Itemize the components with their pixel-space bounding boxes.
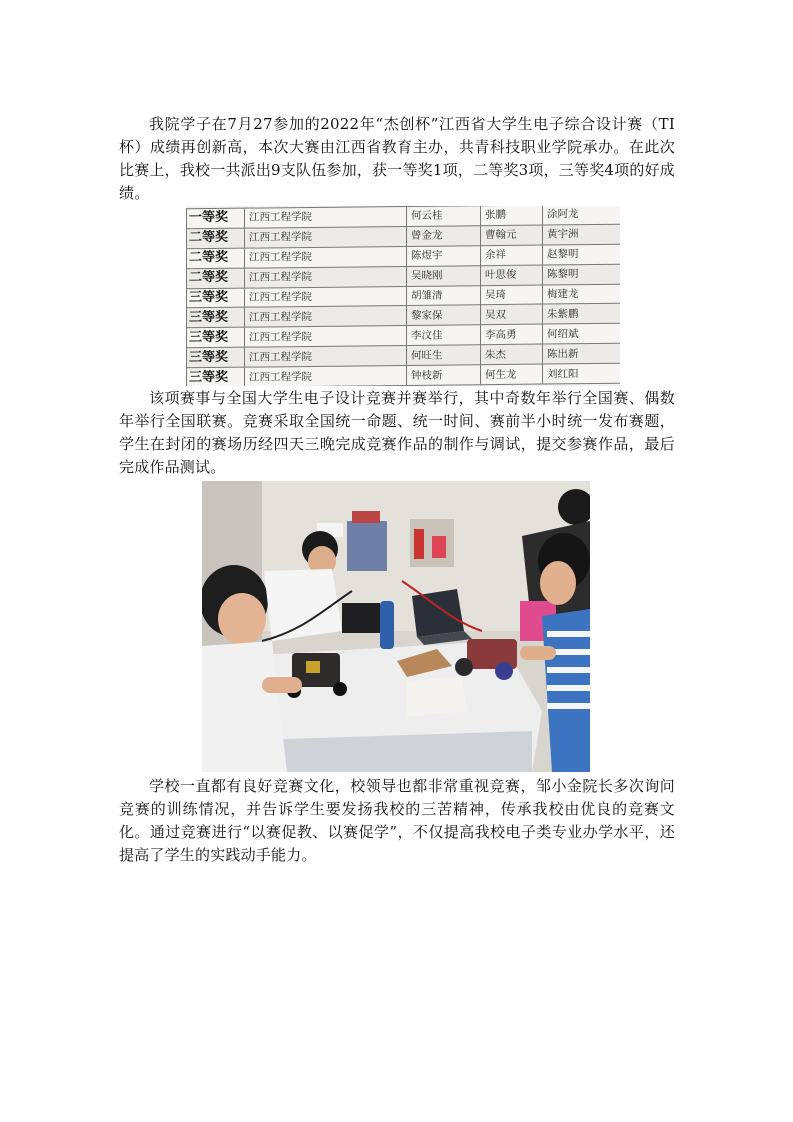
school-cell: 江西工程学院 [245,246,407,268]
member-cell: 李汶佳 [407,325,481,346]
member-cell: 何生龙 [481,364,543,385]
school-cell: 江西工程学院 [245,346,407,368]
school-cell: 江西工程学院 [245,226,407,248]
member-cell: 朱紫鹏 [543,304,621,325]
member-cell: 曾金龙 [407,226,481,247]
member-cell: 梅建龙 [543,284,621,305]
school-cell: 江西工程学院 [245,326,407,348]
award-level-cell: 二等奖 [187,268,245,288]
member-cell: 李高勇 [481,324,543,345]
school-cell: 江西工程学院 [245,306,407,328]
award-row [187,363,621,386]
member-cell: 曹翰元 [481,225,543,246]
school-cell: 江西工程学院 [245,266,407,288]
member-cell: 张鹏 [481,206,543,226]
member-cell: 何云桂 [407,206,481,226]
school-cell: 江西工程学院 [245,286,407,308]
award-table [186,206,620,386]
paragraph-competition-info: 该项赛事与全国大学生电子设计竞赛并赛举行，其中奇数年举行全国赛、偶数年举行全国联赛。竞赛采取全国统一命题、统一时间、赛前半小时统一发布赛题，学生在封闭的赛场历经四天三晚完成竞赛作品的制作与调试，提交参赛作品，最后完成作品测试。 [119,389,675,476]
award-level-cell: 二等奖 [187,228,245,248]
member-cell: 吴琦 [481,285,543,306]
award-level-cell: 三等奖 [187,327,245,347]
school-cell: 江西工程学院 [245,365,407,386]
school-cell: 江西工程学院 [245,206,407,228]
paragraph-intro: 我院学子在7月27参加的2022年“杰创杯”江西省大学生电子综合设计赛（TI杯）成绩再创新高，本次大赛由江西省教育主办，共青科技职业学院承办。在此次比赛上，我校一共派出9支队伍参加，获一等奖1项，二等奖3项，三等奖4项的好成绩。 [119,115,675,202]
member-cell: 陈煜宇 [407,245,481,266]
member-cell: 黎家保 [407,305,481,326]
award-level-cell: 一等奖 [187,208,245,228]
competition-photo [202,481,590,772]
member-cell: 叶思俊 [481,265,543,286]
paragraph-culture: 学校一直都有良好竞赛文化，校领导也都非常重视竞赛，邹小金院长多次询问竞赛的训练情况，并告诉学生要发扬我校的三苦精神，传承我校由优良的竞赛文化。通过竞赛进行“以赛促教、以赛促学”，不仅提高我校电子类专业办学水平，还提高了学生的实践动手能力。 [119,777,675,864]
member-cell: 陈出新 [543,343,621,364]
award-table-image [186,206,620,386]
award-level-cell: 三等奖 [187,308,245,328]
award-level-cell: 三等奖 [187,367,245,386]
award-level-cell: 二等奖 [187,248,245,268]
member-cell: 余祥 [481,245,543,266]
member-cell: 赵黎明 [543,244,621,265]
member-cell: 陈黎明 [543,264,621,285]
member-cell: 何绍斌 [543,323,621,344]
member-cell: 胡雏清 [407,285,481,306]
member-cell: 朱杰 [481,344,543,365]
member-cell: 黄宇洲 [543,224,621,245]
award-level-cell: 三等奖 [187,347,245,367]
member-cell: 吴晓刚 [407,265,481,286]
member-cell: 何旺生 [407,345,481,366]
member-cell: 刘红阳 [543,363,621,384]
member-cell: 吴双 [481,304,543,325]
member-cell: 钟枝新 [407,365,481,386]
award-level-cell: 三等奖 [187,288,245,308]
member-cell: 涂阿龙 [543,206,621,225]
